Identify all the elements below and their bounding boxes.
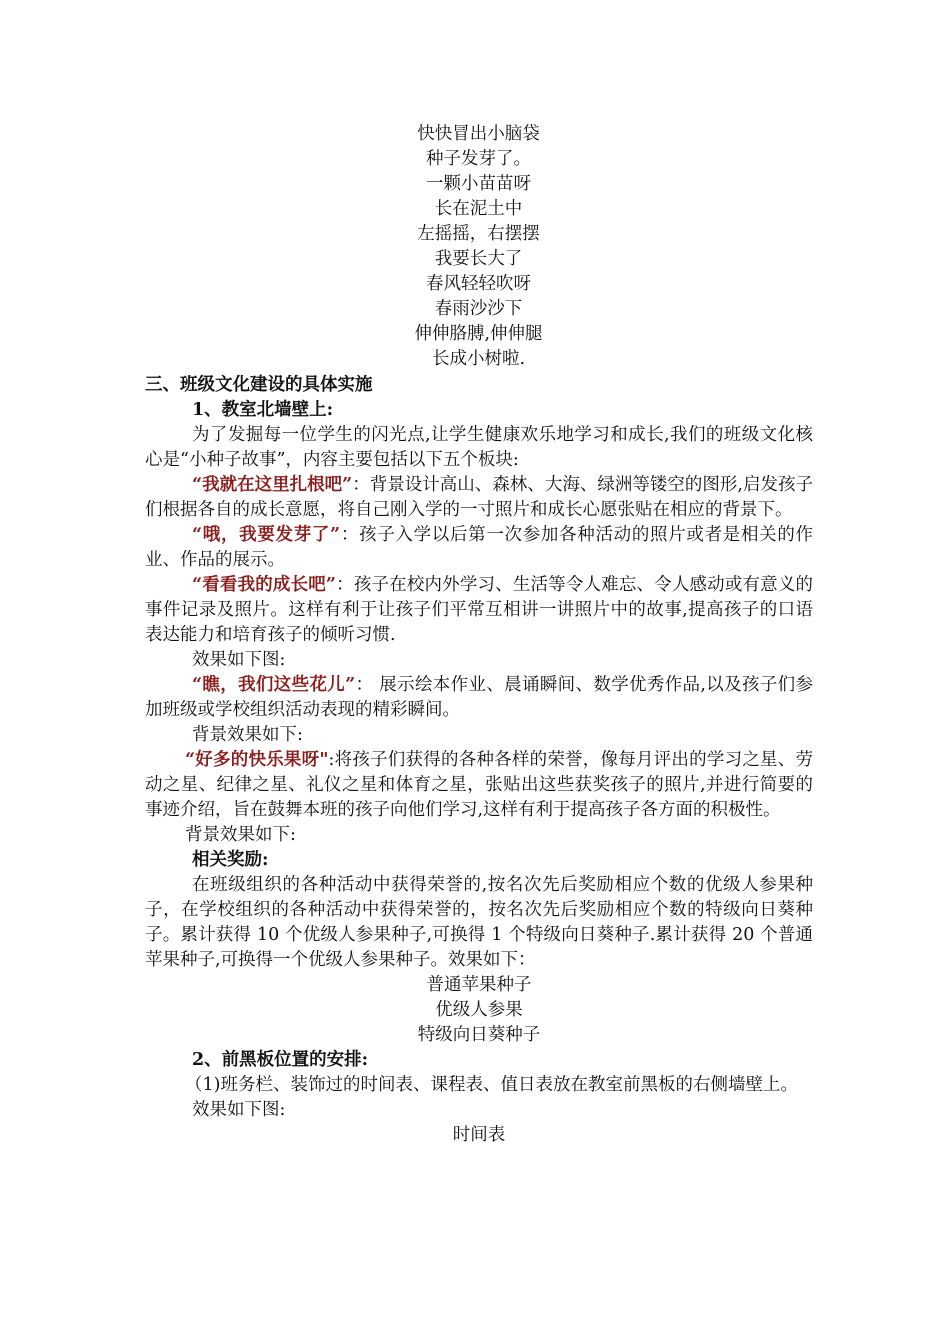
board-item-text: ：孩子在校内外学习、生活等令人难忘、令人感动或有意义的事件记录及照片。这样有利于让孩子们平常互相讲一讲照片中的故事,提高孩子的口语表达能力和培育孩子的倾听习惯. bbox=[145, 575, 814, 645]
item-paragraph: （1)班务栏、装饰过的时间表、课程表、值日表放在教室前黑板的右侧墙壁上。 bbox=[185, 1075, 798, 1095]
effect-caption: 效果如下图: bbox=[192, 1100, 286, 1120]
seed-type: 优级人参果 bbox=[435, 1000, 523, 1020]
award-heading: 相关奖励: bbox=[192, 850, 269, 870]
board-item-text: ： 展示绘本作业、晨诵瞬间、数学优秀作品,以及孩子们参加班级或学校组织活动表现的精彩瞬间。 bbox=[145, 675, 814, 720]
board-item-title: “看看我的成长吧” bbox=[192, 575, 336, 595]
board-item-paragraph bbox=[145, 748, 813, 823]
subsection-heading: 1、教室北墙壁上: bbox=[192, 400, 334, 420]
award-paragraph: 在班级组织的各种活动中获得荣誉的,按名次先后奖励相应个数的优级人参果种子，在学校组织的各种活动中获得荣誉的，按名次先后奖励相应个数的特级向日葵种子。累计获得 10 个优级人参果种子,可换得 1 个特级向日葵种子.累计获得 20 个普通苹果种子,可换得一个优级人参果种子。效果如下： bbox=[145, 875, 813, 970]
board-item-title: “好多的快乐果呀" bbox=[185, 750, 329, 770]
poem-line: 春雨沙沙下 bbox=[434, 299, 523, 319]
effect-caption: 效果如下图: bbox=[192, 650, 286, 670]
poem-line: 种子发芽了。 bbox=[426, 149, 531, 169]
poem bbox=[145, 122, 813, 372]
effect-caption: 背景效果如下: bbox=[185, 825, 296, 845]
effect-caption: 背景效果如下: bbox=[192, 725, 303, 745]
poem-line: 一颗小苗苗呀 bbox=[426, 174, 531, 194]
board-item-text: ：背景设计高山、森林、大海、绿洲等镂空的图形,启发孩子们根据各自的成长意愿，将自己刚入学的一寸照片和成长心愿张贴在相应的背景下。 bbox=[145, 475, 814, 520]
board-item-paragraph bbox=[145, 473, 813, 523]
board-item-title: “哦，我要发芽了” bbox=[192, 525, 341, 545]
board-item-paragraph bbox=[145, 673, 813, 723]
seed-type: 特级向日葵种子 bbox=[417, 1025, 541, 1045]
board-item-title: “瞧，我们这些花儿” bbox=[192, 675, 356, 695]
board-item-paragraph bbox=[145, 523, 813, 573]
document-body bbox=[145, 122, 813, 1148]
subsection-heading: 2、前黑板位置的安排: bbox=[192, 1050, 369, 1070]
poem-line: 左摇摇，右摆摆 bbox=[417, 224, 540, 244]
poem-line: 长成小树啦. bbox=[431, 349, 526, 369]
section-heading: 三、班级文化建设的具体实施 bbox=[145, 375, 373, 395]
poem-line: 快快冒出小脑袋 bbox=[417, 124, 540, 144]
poem-line: 长在泥土中 bbox=[434, 199, 523, 219]
intro-paragraph: 为了发掘每一位学生的闪光点,让学生健康欢乐地学习和成长,我们的班级文化核心是“小种子故事”，内容主要包括以下五个板块: bbox=[145, 425, 813, 470]
timetable-label: 时间表 bbox=[452, 1125, 506, 1145]
board-item-text: :将孩子们获得的各种各样的荣誉，像每月评出的学习之星、劳动之星、纪律之星、礼仪之星和体育之星，张贴出这些获奖孩子的照片,并进行简要的事迹介绍，旨在鼓舞本班的孩子向他们学习,这样有利于提高孩子各方面的积极性。 bbox=[145, 750, 813, 820]
board-item-text: ：孩子入学以后第一次参加各种活动的照片或者是相关的作业、作品的展示。 bbox=[145, 525, 814, 570]
poem-line: 伸伸胳膊,伸伸腿 bbox=[414, 324, 543, 344]
poem-line: 我要长大了 bbox=[434, 249, 523, 269]
poem-line: 春风轻轻吹呀 bbox=[426, 274, 531, 294]
board-item-paragraph bbox=[145, 573, 813, 648]
seed-type: 普通苹果种子 bbox=[426, 975, 532, 995]
board-item-title: “我就在这里扎根吧” bbox=[192, 475, 353, 495]
